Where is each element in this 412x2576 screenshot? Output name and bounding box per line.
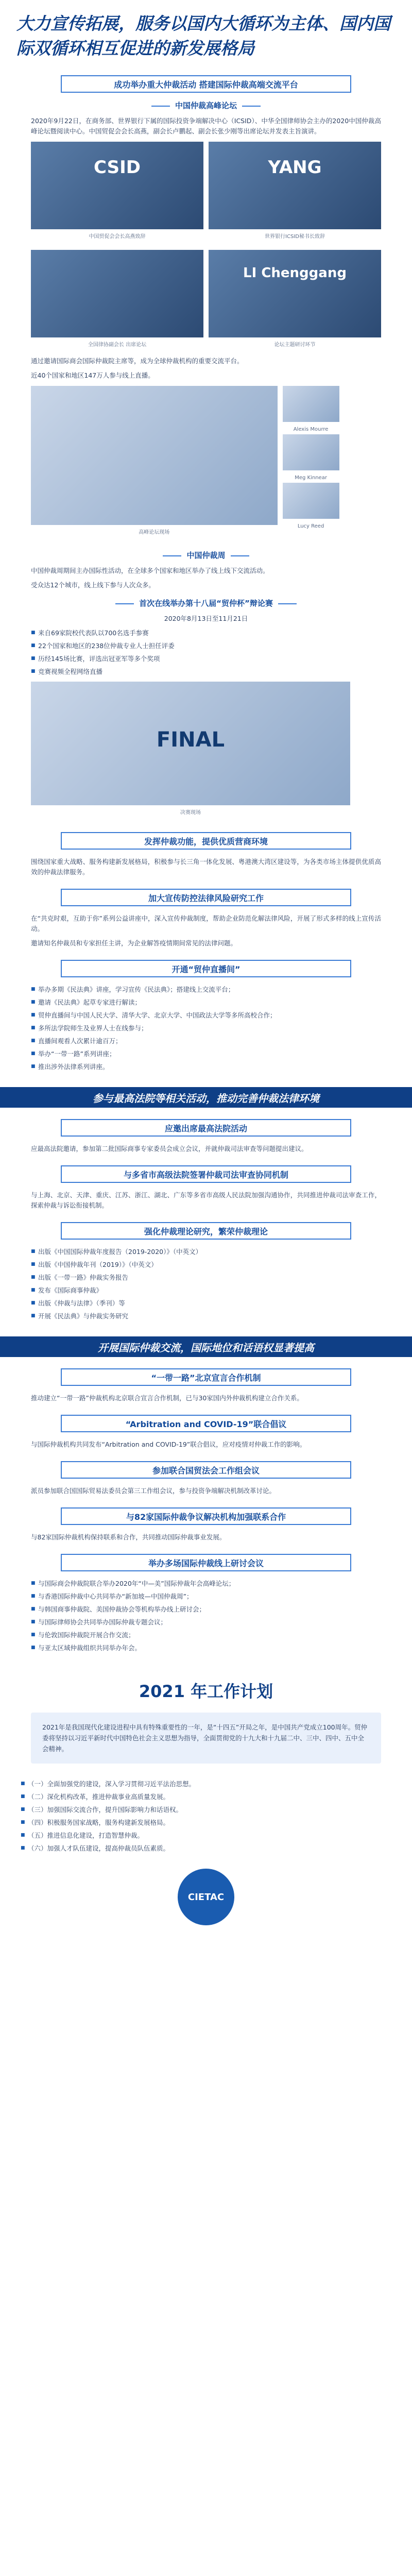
plan-item: ■ （四）积极服务国家战略，服务构建新发展格局。 — [21, 1818, 391, 1827]
page-title: 大力宣传拓展，服务以国内大循环为主体、国内国际双循环相互促进的新发展格局 — [16, 13, 390, 58]
section-subheading: 与多省市高级法院签署仲裁司法审查协同机制 — [61, 1165, 351, 1183]
section-subheading: 应邀出席最高法院活动 — [61, 1119, 351, 1137]
final-banner-text: FINAL — [156, 728, 225, 752]
photo-caption: 决赛现场 — [180, 810, 201, 816]
service-paragraph: 在“共克时艰，互助于你”系列公益讲座中，深入宣传仲裁制度，帮助企业防范化解法律风险，开展了形式多样的线上宣传活动。 — [31, 914, 381, 933]
photo-caption: 世界银行ICSID秘书长致辞 — [265, 234, 325, 240]
speaker-column — [283, 386, 381, 529]
plan-item: ■ （三）加强国际交流合作，提升国际影响力和话语权。 — [21, 1805, 391, 1815]
section-legal — [10, 1119, 402, 1321]
week-paragraph: 中国仲裁周期间主办国际性活动，在全球多个国家和地区举办了线上线下交流活动。 — [31, 567, 269, 574]
section-subheading: “Arbitration and COVID-19”联合倡议 — [61, 1415, 351, 1432]
live-bullet: ■ 直播间观看人次累计逾百万； — [31, 1036, 381, 1046]
seminar-bullet: ■ 与伦敦国际仲裁院开展合作交流； — [31, 1630, 381, 1640]
live-bullet: ■ 举办“一带一路”系列讲座； — [31, 1049, 381, 1059]
seminar-bullet: ■ 与亚太区域仲裁组织共同举办年会。 — [31, 1643, 381, 1653]
forum-photo — [31, 250, 203, 348]
photo-overlay-text: LI Chenggang — [243, 265, 347, 281]
moot-bullet: ■ 历经145场比赛，评选出冠亚军等多个奖项 — [31, 654, 381, 664]
forum-photo — [31, 142, 203, 240]
section-subheading: 开通“贸仲直播间” — [61, 960, 351, 977]
photo-row-2 — [31, 250, 381, 348]
publication-bullet: ■ 出版《一带一路》仲裁实务报告 — [31, 1273, 381, 1282]
photo-caption: 论坛主题研讨环节 — [274, 342, 316, 348]
photo-caption: Lucy Reed — [297, 523, 324, 529]
forum-paragraph: 通过邀请国际商会国际仲裁院主席等，成为全球仲裁机构的重要交流平台。 — [31, 357, 244, 365]
publication-bullet: ■ 发布《国际商事仲裁》 — [31, 1285, 381, 1295]
section-subheading: 与82家国际仲裁争议解决机构加强联系合作 — [61, 1507, 351, 1525]
week-paragraph: 受众达12个城市，线上线下参与人次众多。 — [31, 581, 155, 589]
photo-caption: 高峰论坛现场 — [139, 530, 170, 535]
section-subheading: 成功举办重大仲裁活动 搭建国际仲裁高端交流平台 — [61, 75, 351, 93]
plan-item: ■ （五）推进信息化建设，打造智慧仲裁。 — [21, 1831, 391, 1840]
live-bullet: ■ 邀请《民法典》起草专家进行解读； — [31, 997, 381, 1007]
arbitration-week-heading: 中国仲裁周 — [10, 550, 402, 561]
speaker-photo — [283, 434, 339, 481]
publication-bullet: ■ 开展《民法典》与仲裁实务研究 — [31, 1311, 381, 1321]
final-photo — [31, 682, 350, 816]
publication-bullet: ■ 出版《中国仲裁年刊（2019）》（中英文） — [31, 1260, 381, 1269]
service-paragraph: 围绕国家重大战略、服务构建新发展格局，积极参与长三角一体化发展、粤港澳大湾区建设等，为各类市场主体提供优质高效的仲裁法律服务。 — [31, 858, 381, 876]
publication-bullet: ■ 出版《仲裁与法律》（季刊）等 — [31, 1298, 381, 1308]
moot-heading: 首次在线举办第十八届“贸仲杯”辩论赛 — [10, 598, 402, 608]
intl-paragraph: 与国际仲裁机构共同发布“Arbitration and COVID-19”联合倡议，应对疫情对仲裁工作的影响。 — [31, 1440, 306, 1448]
live-bullet: ■ 推出涉外法律系列讲座。 — [31, 1062, 381, 1072]
legal-paragraph: 应最高法院邀请，参加第二批国际商事专家委员会成立会议，并就仲裁司法审查等问题提出建议。 — [31, 1145, 308, 1153]
section-ribbon: 开展国际仲裁交流，国际地位和话语权显著提高 — [0, 1336, 412, 1357]
service-paragraph: 邀请知名仲裁员和专家担任主讲，为企业解答疫情期间常见的法律问题。 — [31, 939, 237, 947]
plan-title: 2021 年工作计划 — [139, 1682, 273, 1701]
plan-item: ■ （一）全面加强党的建设，深入学习贯彻习近平法治思想。 — [21, 1779, 391, 1789]
moot-bullet: ■ 竞赛视频全程网络直播 — [31, 667, 381, 676]
photo-caption: 全国律协副会长 出席论坛 — [88, 342, 147, 348]
photo-caption: Alexis Mourre — [293, 427, 329, 432]
live-bullet: ■ 贸仲直播间与中国人民大学、清华大学、北京大学、中国政法大学等多所高校合作； — [31, 1010, 381, 1020]
live-bullet: ■ 多所法学院师生及业界人士在线参与； — [31, 1023, 381, 1033]
plan-list — [0, 1779, 412, 1853]
intl-paragraph: 推动建立“一带一路”仲裁机构北京联合宣言合作机制，已与30家国内外仲裁机构建立合作关系。 — [31, 1394, 303, 1402]
intl-paragraph: 与82家国际仲裁机构保持联系和合作，共同推动国际仲裁事业发展。 — [31, 1533, 226, 1541]
section-service — [10, 832, 402, 1072]
plan-intro: 2021年是我国现代化建设进程中具有特殊重要性的一年，是“十四五”开局之年，是中国共产党成立100周年。贸仲委将坚持以习近平新时代中国特色社会主义思想为指导，全面贯彻党的十九大和十九届二中、三中、四中、五中全会精神。 — [31, 1713, 381, 1764]
section-ribbon: 参与最高法院等相关活动，推动完善仲裁法律环境 — [0, 1087, 412, 1108]
moot-date: 2020年8月13日至11月21日 — [164, 615, 248, 622]
photo-overlay-text: YANG — [268, 157, 322, 178]
seminar-bullet: ■ 与国际商会仲裁院联合举办2020年“中—美”国际仲裁年会高峰论坛； — [31, 1579, 381, 1588]
forum-photo — [209, 250, 381, 348]
photo-row-3 — [31, 386, 381, 535]
seminar-bullet: ■ 与韩国商事仲裁院、美国仲裁协会等机构举办线上研讨会； — [31, 1604, 381, 1614]
legal-paragraph: 与上海、北京、天津、重庆、江苏、浙江、湖北、广东等多省市高级人民法院加强沟通协作，共同推进仲裁司法审查工作，探索仲裁与诉讼衔接机制。 — [31, 1191, 381, 1209]
section-international — [10, 1368, 402, 1653]
plan-item: ■ （二）深化机构改革，推进仲裁事业高质量发展。 — [21, 1792, 391, 1802]
venue-photo — [31, 386, 278, 535]
photo-overlay-text: CSID — [94, 157, 141, 178]
section-events — [10, 75, 402, 821]
seminar-bullet: ■ 与国际律师协会共同举办国际仲裁专题会议； — [31, 1617, 381, 1627]
photo-caption: Meg Kinnear — [295, 475, 327, 481]
section-subheading: 参加联合国贸法会工作组会议 — [61, 1461, 351, 1479]
photo-row-4 — [31, 682, 381, 816]
section-subheading: 加大宣传防控法律风险研究工作 — [61, 889, 351, 906]
header — [0, 0, 412, 70]
speaker-photo — [283, 483, 339, 529]
section-subheading: 发挥仲裁功能，提供优质营商环境 — [61, 832, 351, 850]
seminar-bullet: ■ 与香港国际仲裁中心共同举办“新加坡—中国仲裁周”； — [31, 1591, 381, 1601]
live-bullet: ■ 举办多期《民法典》讲座，学习宣传《民法典》；搭建线上交流平台； — [31, 985, 381, 994]
section-subheading: 强化仲裁理论研究，繁荣仲裁理论 — [61, 1222, 351, 1240]
publication-bullet: ■ 出版《中国国际仲裁年度报告（2019-2020）》（中英文） — [31, 1247, 381, 1257]
forum-photo — [209, 142, 381, 240]
speaker-photo — [283, 386, 339, 432]
section-subheading: “一带一路”北京宣言合作机制 — [61, 1368, 351, 1386]
cietac-logo: CIETAC — [178, 1869, 234, 1925]
moot-bullet: ■ 22个国家和地区的238位仲裁专业人士担任评委 — [31, 641, 381, 651]
forum-paragraph: 近40个国家和地区147万人参与线上直播。 — [31, 371, 154, 379]
forum-heading: 中国仲裁高峰论坛 — [10, 100, 402, 111]
photo-row-1 — [31, 142, 381, 240]
photo-caption: 中国贸促会会长高燕致辞 — [89, 234, 146, 240]
intl-paragraph: 派员参加联合国国际贸易法委员会第三工作组会议，参与投资争端解决机制改革讨论。 — [31, 1487, 276, 1495]
moot-bullet: ■ 来自69家院校代表队以700名选手参赛 — [31, 628, 381, 638]
section-subheading: 举办多场国际仲裁线上研讨会议 — [61, 1554, 351, 1571]
plan-item: ■ （六）加强人才队伍建设，提高仲裁员队伍素质。 — [21, 1843, 391, 1853]
forum-paragraph: 2020年9月22日，在商务部、世界银行下属的国际投资争端解决中心（ICSID）、中华全国律师协会主办的2020中国仲裁高峰论坛暨阅读中心。中国贸促会会长高燕，副会长卢鹏起、副会长张少刚等出席论坛并发表主旨演讲。 — [31, 117, 381, 135]
